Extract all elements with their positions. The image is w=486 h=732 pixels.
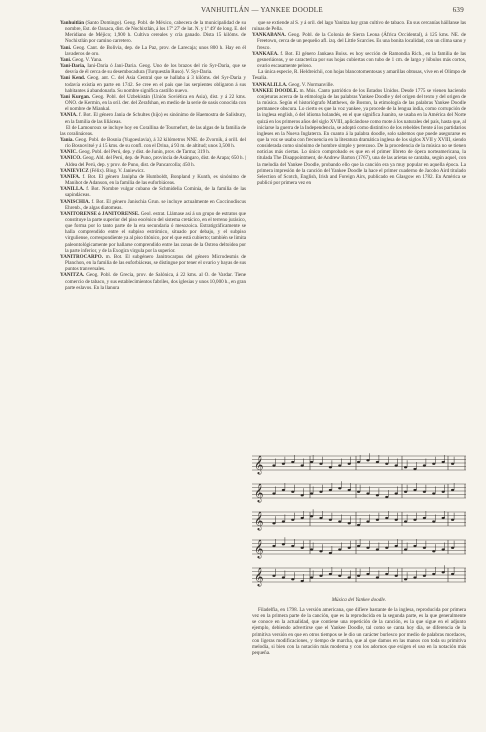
dictionary-entry <box>60 94 246 112</box>
note-head <box>423 547 426 549</box>
entry-headword: YANITORENSE ó JANITORENSE. <box>60 210 140 217</box>
entry-headword: YANIC. <box>60 149 78 156</box>
note-head <box>357 461 360 463</box>
entry-text: El de Lamouroux se incluye hoy en Corallina de Tournefort, de las algas de la familia de las coralináceas. <box>60 124 246 137</box>
entry-headword: YANKALILLA. <box>252 81 288 88</box>
note-head <box>432 463 435 465</box>
note-head <box>366 492 369 494</box>
note-head <box>385 463 388 465</box>
note-head <box>291 491 294 493</box>
dictionary-entry <box>60 112 246 124</box>
note-head <box>366 547 369 549</box>
entry-text: Filadelfia, en 1798. La versión americana, que difiere bastante de la inglesa, reproducida por primera vez en la primera parte de la canción, que es la reproducida en la segunda parte, es la que generalmente se conoce en la actualidad, que contiene una repetición de la canción, es la que sigue en el adjunto ejemplo, debiendo advertirse que el Yankee Doodle, tal como se canta hoy día, se diferencia de la primitiva versión en que en otros tiempos se le dio un carácter burlesco por medio de palabras mordaces, con ligeras modificaciones, y tiempo de marcha, que al que damos en las manos con toda su primitiva melodía, si bien con la notación más moderna y con los adornos que exigen el uso en la notación más pequeña. <box>252 607 466 657</box>
note-head <box>413 468 416 470</box>
note-head <box>451 489 454 491</box>
note-head <box>442 461 445 463</box>
note-head <box>385 517 388 519</box>
note-head <box>357 524 360 526</box>
dictionary-entry <box>60 63 246 75</box>
note-head <box>329 552 332 554</box>
entry-text: f. Bot. El género Jania de Schultes (hijo) es sinónimo de Haemostra de Salisbury, en la familia de las liliáceas. <box>65 112 246 125</box>
note-head <box>404 520 407 522</box>
note-head <box>451 463 454 465</box>
right-column-top <box>252 20 466 450</box>
entry-text: Geog. Ald. del Perú, dep. de Puno, provincia de Asángaro, dist. de Arapa; 650 h. | Aldea del Perú, dep. y prov. de Puno, dist. de Pancarcolla; 450 h. <box>65 155 246 168</box>
dictionary-entry <box>60 45 246 57</box>
entry-text: Geog. Pobl. del Uzbekistán (Unión Soviética en Asia), dist. y á 22 kms. ONO. de Kermin, en la oril. der. del Zerafshan, en medio de la serie de oasis conocida con el nombre de Miankal. <box>65 93 246 113</box>
note-head <box>413 519 416 521</box>
entry-headword: YANKEE DOODLE. <box>252 87 299 94</box>
entry-text: Geog. Pobl. de Grecia, prov. de Salónica, á 22 kms. al O. de Vardar. Tiene comercio de tabaco, y sus establecimientos fabriles, dos iglesias y unos 10,000 h., en gran parte eslavos. En la llanura <box>65 272 246 291</box>
dictionary-entry <box>60 75 246 93</box>
entry-headword: YANIEVICZ <box>60 167 89 174</box>
note-head <box>404 578 407 580</box>
note-head <box>291 461 294 463</box>
note-head <box>348 463 351 465</box>
note-head <box>404 466 407 468</box>
staff-3-svg <box>252 508 466 532</box>
left-column <box>60 20 246 710</box>
entry-headword: YANISCHIA. <box>60 198 90 205</box>
dictionary-entry <box>60 137 246 149</box>
note-head <box>442 517 445 519</box>
entry-text: Iani-Daria ó Jani-Daria. Geog. Uno de los brazos del río Syr-Daria, que se desvía de él cerca de su desembocadura (Turquestán Ruso). V. Syr-Daria. <box>65 63 246 76</box>
note-head <box>432 520 435 522</box>
note-head <box>282 463 285 465</box>
entry-headword: Yani. <box>60 44 72 51</box>
treble-clef-icon: 𝄞 <box>254 511 264 530</box>
dictionary-entry <box>252 607 466 656</box>
note-head <box>395 545 398 547</box>
note-head <box>291 578 294 580</box>
note-head <box>404 491 407 493</box>
note-head <box>291 519 294 521</box>
staff-2-svg <box>252 480 466 504</box>
note-head <box>329 489 332 491</box>
note-head <box>442 571 445 573</box>
note-head <box>385 573 388 575</box>
music-staff-5 <box>252 564 466 588</box>
staff-1-svg <box>252 452 466 476</box>
note-head <box>272 464 275 466</box>
entry-headword: Yania. <box>60 136 74 143</box>
entry-text: f. Bot. Nombre vulgar cubano de Schmidelia Cominia, de la familia de las sapindáceas. <box>65 186 246 199</box>
dictionary-entry <box>60 174 246 186</box>
staff-4-svg <box>252 536 466 560</box>
note-head <box>376 494 379 496</box>
note-head <box>423 491 426 493</box>
note-head <box>338 575 341 577</box>
treble-clef-icon: 𝄞 <box>254 455 264 474</box>
dictionary-entry <box>60 20 246 45</box>
note-head <box>338 487 341 489</box>
entry-text: Geog. Pobl. del Perú, dep. y dist. de Junín, prov. de Tarma; 319 h. <box>78 149 211 156</box>
note-head <box>442 491 445 493</box>
entry-text: f. Bot. El género Jankaea Boiss. es hoy sección de Ramondia Rich., en la familia de las gesneriáceas, y se caracteriza por sus hojas cubiertas con tubo de 1 cm. de largo y lóbulos más cortos, ovario escasamente peloso. <box>257 50 466 70</box>
entry-headword: YANIA. <box>60 112 78 119</box>
note-head <box>432 492 435 494</box>
note-head <box>348 522 351 524</box>
note-head <box>348 489 351 491</box>
dictionary-entry <box>252 20 466 32</box>
entry-text: La única especie, R. Heldreichii, con hojas blancotomentosas y amarillas obtusas, vive en el Olimpo de Tesalia. <box>252 69 466 82</box>
note-head <box>338 464 341 466</box>
note-head <box>272 492 275 494</box>
note-head <box>376 576 379 578</box>
music-score <box>252 452 466 592</box>
note-head <box>376 519 379 521</box>
note-head <box>291 545 294 547</box>
entry-headword: Yani Kurgan. <box>60 93 91 100</box>
entry-headword: YANITZA. <box>60 272 85 279</box>
dictionary-entry <box>252 88 466 187</box>
note-head <box>348 547 351 549</box>
dictionary-entry <box>252 69 466 81</box>
note-head <box>404 548 407 550</box>
entry-text: Geog. Pobl. de la Colonia de Sierra Leona (África Occidental), á 125 kms. NE. de Freetown, cerca de un pequeño afl. izq. del Little Scarcies. Es una bonita localidad, con un clima sano y fresco. <box>257 32 466 51</box>
note-head <box>432 550 435 552</box>
note-head <box>301 547 304 549</box>
note-head <box>282 489 285 491</box>
note-head <box>423 517 426 519</box>
dictionary-entry <box>60 272 246 290</box>
note-head <box>301 580 304 582</box>
note-head <box>338 520 341 522</box>
note-head <box>272 545 275 547</box>
entry-text: Geog. Cant. de Bolivia, dep. de La Paz, prov. de Larecaja; unos 800 h. Hay en él lavaderos de oro. <box>65 44 246 57</box>
note-head <box>272 575 275 577</box>
note-head <box>451 519 454 521</box>
dictionary-entry <box>252 32 466 50</box>
dictionary-entry <box>60 155 246 167</box>
dictionary-entry <box>60 199 246 211</box>
entry-text: (Santo Domingo). Geog. Pobl. de México, cabecera de la municipalidad de su nombre, Est. de Oaxaca, dist. de Nochixtlán, á los 17º 27' de lat. N. y 1º 49' de long. E. del Meridiano de Méjico; 1,900 h. Cultiva cereales y cría ganado. Dista 15 kilóms. de Nochixtlán por camino carretero. <box>65 20 246 45</box>
entry-text: (Félix). Biog. V. Janiewicz. <box>89 167 145 174</box>
treble-clef-icon: 𝄞 <box>254 539 264 558</box>
treble-clef-icon: 𝄞 <box>254 567 264 586</box>
treble-clef-icon: 𝄞 <box>254 483 264 502</box>
note-head <box>319 491 322 493</box>
note-head <box>423 464 426 466</box>
entry-text: m. Bot. El subgénero Janitrocarpus del género Microdesmis de Planchon, en la familia de las euforbiáceas, se distingue por tener el ovario y bayas de sus puntos tranversales. <box>65 253 246 273</box>
staff-5-svg <box>252 564 466 588</box>
note-head <box>329 573 332 575</box>
note-head <box>282 576 285 578</box>
note-head <box>348 576 351 578</box>
entry-text: Geol. estrat. Llámase así á un grupo de estratos que constituye la parte superior del piso eocénico del sistema cretácico, en el terreno jurásico, que forma por lo tanto parte de la era secundaria ó mesozoica. Estratigráficamente se halla comprendido entre el subpiso estrómico, situado por debajo, y el subpiso virguliense, correspondiente ya al piso titónico, por el que está cubierto; también se limita paleontológicamente por hallarse comprendido entre las zonas de la Ostrea deltoidea por la parte inferior, y de la Exogira virgula por la superior. <box>65 210 246 254</box>
note-head <box>442 548 445 550</box>
note-head <box>357 491 360 493</box>
dictionary-entry <box>252 51 466 69</box>
music-staff-1 <box>252 452 466 476</box>
note-head <box>310 576 313 578</box>
entry-text: f. Bot. El género Janischia Grun. se incluye actualmente en Coccinodiscus Ehrenb., de algas diatomeas. <box>65 198 246 211</box>
note-head <box>301 494 304 496</box>
note-head <box>376 548 379 550</box>
note-head <box>282 520 285 522</box>
entry-text: que se extiende al S. y á oril. del lago Yanitza hay gran cultivo de tabaco. En sus cercanías háillanse las ruinas de Pella. <box>252 20 466 33</box>
entry-headword: Yani. <box>60 56 72 63</box>
music-staff-4 <box>252 536 466 560</box>
note-head <box>329 519 332 521</box>
music-staff-2 <box>252 480 466 504</box>
note-head <box>338 548 341 550</box>
entry-text: f. Bot. El género Janipha de Humboldt, Bonpland y Kunth, es sinónimo de Manihot de Adanson, en la familia de las euforbiáceas. <box>65 173 246 187</box>
entry-headword: Yanhuitlán <box>60 20 85 26</box>
entry-headword: Yani-Daria, <box>60 63 86 70</box>
note-head <box>451 573 454 575</box>
note-head <box>319 463 322 465</box>
entry-headword: YANILLA. <box>60 186 85 193</box>
note-head <box>432 573 435 575</box>
note-head <box>310 492 313 494</box>
note-head <box>385 547 388 549</box>
running-head <box>60 6 464 18</box>
entry-text: Geog. V. Normanville. <box>288 81 335 88</box>
music-caption: Música del Yankee doodle. <box>331 597 387 603</box>
note-head <box>395 492 398 494</box>
note-head <box>385 496 388 498</box>
note-head <box>413 545 416 547</box>
entry-text: Geog. Pobl. de Bosnia (Yugoeslavia), á 32 kilómetros NNE. de Zvornik, á orill. del río Bosnovitsé y á 15 kms. de su confl. con el Drina, á 93 m. de altitud; unos 3,500 h. <box>65 136 246 150</box>
entry-headword: YANICO. <box>60 155 82 162</box>
entry-headword: YANKAEA. <box>252 50 279 57</box>
note-head <box>357 575 360 577</box>
entry-text: Geog. ant. C. del Asia Central que se hallaba á 3 kilóms. del Syr-Daria y todavía existía en parte en 1742. Se cree en el país que las serpientes obligaron á sus habitantes á abandonarla. Su nombre significa castillo nuevo. <box>65 75 246 94</box>
note-head <box>310 515 313 517</box>
note-head <box>319 575 322 577</box>
note-head <box>395 519 398 521</box>
page-number: 639 <box>452 6 464 14</box>
dictionary-entry <box>60 211 246 254</box>
note-head <box>301 517 304 519</box>
note-head <box>376 461 379 463</box>
note-head <box>272 522 275 524</box>
note-head <box>301 464 304 466</box>
right-column-bottom <box>252 607 466 707</box>
note-head <box>319 550 322 552</box>
entry-headword: YANIFA. <box>60 173 81 180</box>
note-head <box>366 573 369 575</box>
entry-text: Geog. V. Yana. <box>72 56 103 63</box>
note-head <box>282 543 285 545</box>
entry-headword: YANITROCARPO. <box>60 253 103 260</box>
music-staff-3 <box>252 508 466 532</box>
dictionary-entry <box>60 186 246 198</box>
note-head <box>423 575 426 577</box>
note-head <box>357 545 360 547</box>
entry-headword: Yani Kend. <box>60 75 86 82</box>
running-title: VANHUITLÁN — YANKEE DOODLE <box>201 6 323 14</box>
dictionary-entry <box>60 125 246 137</box>
note-head <box>395 464 398 466</box>
note-head <box>329 466 332 468</box>
note-head <box>366 520 369 522</box>
note-head <box>451 547 454 549</box>
note-head <box>366 459 369 461</box>
note-head <box>310 461 313 463</box>
note-head <box>395 575 398 577</box>
note-head <box>413 489 416 491</box>
dictionary-entry <box>60 254 246 272</box>
note-head <box>413 576 416 578</box>
entry-headword: YANKABANA. <box>252 32 286 39</box>
entry-text: m. Mús. Canto patriótico de los Estados Unidos. Desde 1775 se vienen haciendo conjeturas acerca de la etimología de las palabras Yankee Doodle y del origen del texto y del origen de la música. Según el historiógrafo Matthews, de Boston, la etimología de las palabras Yankee Doodle permanece obscura. Lo cierto es que la voz yankee, ya procede de la lengua india, como corrupción de la inglesa english, ó del idioma holandés, en el que significa Juanito, se usaba en la América del Norte quizá en los primeros años del siglo XVIII, aplicándose como mote á los naturales del país, hasta que, al iniciarse la guerra de la Independencia, se adoptó como distintivo de los rebeldes frente á los partidarios ingleses en la Nueva Inglaterra. En cuanto á la palabra doodle, solo sabemos que puede asegurarse es que la voz se usaba con frecuencia en la literatura dramática inglesa de los siglos XVII y XVIII, siendo considerada como sinónimo de hombre simple y perezoso. De la procedencia de la música no se tienen noticias más ciertas. Lo único comprobado es que en el primer libreto de ópera norteamericana, la titulada The Disappointment, de Andrew Barton (1767), una de las arietas se cantaba, según aquel, con la melodía del Yankee Doodle, probando ello que la canción era ya muy popular en aquella época. La primera impresión de la canción del Yankee Doodle la hace el primer cuaderno de Jacobo Aird titulado Selection of Scotch, English, Irish and Foreign Airs, publicado en Glasgow en 1782. En América se publicó por primera vez en <box>257 87 466 187</box>
note-head <box>319 517 322 519</box>
note-head <box>310 548 313 550</box>
